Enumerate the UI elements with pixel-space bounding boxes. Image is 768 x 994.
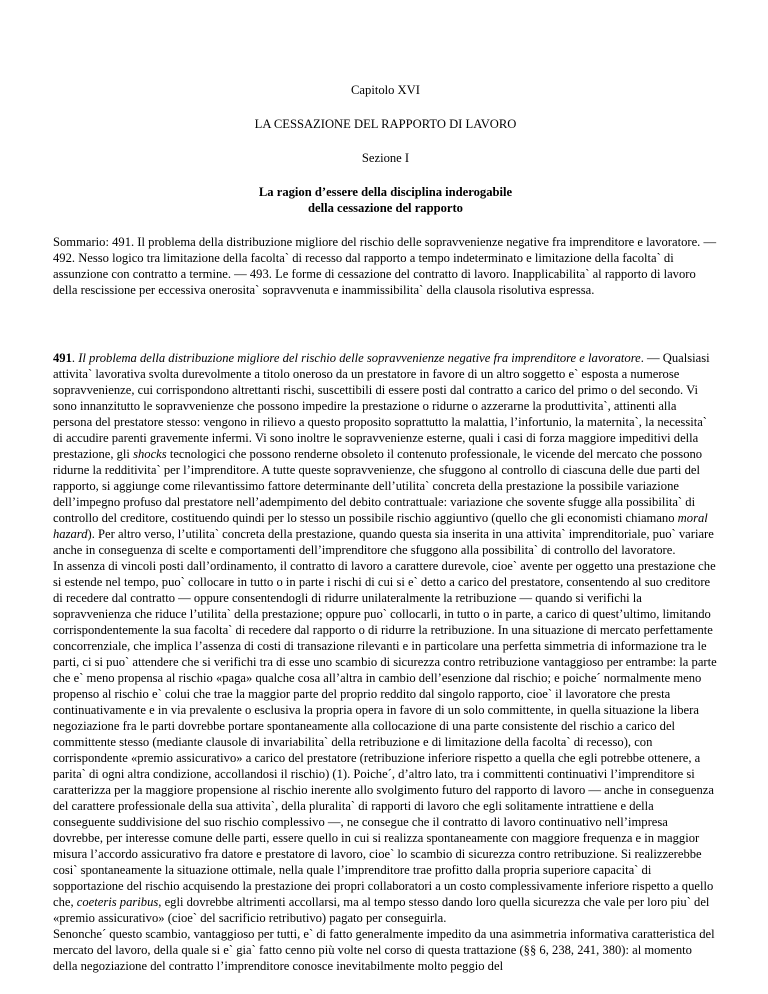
italic-term-moral-hazard: moral hazard	[53, 511, 708, 541]
paragraph-2-tail: , egli dovrebbe altrimenti accollarsi, ma al tempo stesso dando loro quella sicurezza che vale per loro piu` del «premio assicurativo» (cioe` del sacrificio retributivo) pagato per conseguirla.	[53, 895, 710, 925]
document-page	[53, 0, 718, 974]
paragraph-text-2: tecnologici che possono renderne obsoleto il contenuto professionale, le vicende del mercato che possono ridurne la redditivita` per l’imprenditore. A tutte queste sopravvenienze, che sfuggono al controllo di ciascuna delle due parti del rapporto, si aggiunge come rilevantissimo fattore determinante dell’utilita` concreta della prestazione la possibile variazione dell’impegno profuso dal prestatore nell’adempimento del debito contrattuale: variazione che sovente sfugge alla possibilita` di controllo del creditore, costituendo quindi per lo stesso un possibile rischio aggiuntivo (quello che gli economisti chiamano	[53, 447, 703, 525]
paragraph-number-separator: .	[71, 351, 79, 365]
section-heading-line-2: della cessazione del rapporto	[308, 201, 463, 215]
paragraph-number: 491	[53, 351, 72, 365]
italic-term-coeteris-paribus: coeteris paribus	[76, 895, 159, 909]
section-heading	[53, 184, 718, 216]
italic-term-shocks: shocks	[133, 447, 167, 461]
paragraph-2	[53, 558, 718, 926]
paragraph-title: Il problema della distribuzione migliore del rischio delle sopravvenienze negative fra imprenditore e lavoratore	[78, 351, 641, 365]
summary-paragraph: Sommario: 491. Il problema della distribuzione migliore del rischio delle sopravvenienze negative fra imprenditore e lavoratore. — 492. Nesso logico tra limitazione della facolta` di recesso dal rapporto a tempo indeterminato e limitazione della facolta` di assunzione con contratto a termine. — 493. Le forme di cessazione del contratto di lavoro. Inapplicabilita` al rapporto di lavoro della rescissione per eccessiva onerosita` sopravvenuta e inammissibilita` della clausola risolutiva espressa.	[53, 235, 717, 297]
paragraph-2-text: In assenza di vincoli posti dall’ordinamento, il contratto di lavoro a carattere durevole, cioe` avente per oggetto una prestazione che si estende nel tempo, puo` collocare in tutto o in parte i rischi di cui si e` detto a carico del prestatore, consentendo al suo creditore di recedere dal contratto — oppure consentendogli di ridurre unilateralmente la retribuzione — quando si verifichi la sopravvenienza che riduce l’utilita` della prestazione; oppure puo` collocarli, in tutto o in parte, a carico di quest’ultimo, limitando corrispondentemente la sua facolta` di recedere dal rapporto o di ridurre la retribuzione. In una situazione di mercato perfettamente concorrenziale, che implica l’assenza di costi di transazione rilevanti e in particolare una perfetta simmetria di informazione tra le parti, ci si puo` attendere che si verifichi tra di esse uno scambio di sicurezza contro retribuzione vantaggioso per entrambe: la parte che e` meno propensa al rischio «paga» qualche cosa all’altra in cambio dell’esenzione dal rischio; e poiche´ normalmente meno propenso al rischio e` colui che trae la maggior parte del proprio reddito dal singolo rapporto, cioe` il lavoratore che presta continuativamente e in via prevalente o esclusiva la propria opera in favore di un solo committente, in quella situazione la libera negoziazione fra le parti dovrebbe portare spontaneamente alla collocazione di una parte consistente del rischio a carico del committente stesso (mediante clausole di invariabilita` della retribuzione e di limitazione della facolta` di recesso), con corrispondente «premio assicurativo» a carico del prestatore (retribuzione inferiore rispetto a quella che egli potrebbe ottenere, a parita` di ogni altra condizione, accollandosi il rischio) (1). Poiche´, d’altro lato, tra i committenti continuativi l’imprenditore si caratterizza per la maggiore propensione al rischio inerente allo svolgimento futuro del rapporto di lavoro — anche in conseguenza del carattere professionale della sua attivita`, della pluralita` di rapporti di lavoro che egli solitamente intrattiene e della conseguente suddivisione del suo rischio complessivo —, ne consegue che il contratto di lavoro continuativo nell’impresa dovrebbe, per interesse comune delle parti, essere quello in cui si realizza spontaneamente con maggiore frequenza e in maggior misura l’accordo assicurativo fra datore e prestatore di lavoro, cioe` lo scambio di sicurezza contro retribuzione. Si realizzerebbe cosi` spontaneamente la situazione ottimale, nella quale l’imprenditore trae profitto dalla propria superiore capacita` di sopportazione del rischio acquisendo la prestazione dei propri collaboratori a un costo complessivamente inferiore rispetto a quello che,	[53, 559, 717, 909]
body-text	[53, 350, 718, 974]
paragraph-3: Senonche´ questo scambio, vantaggioso per tutti, e` di fatto generalmente impedito da una asimmetria informativa caratteristica del mercato del lavoro, della quale si e` gia` fatto cenno più volte nel corso di questa trattazione (§§ 6, 238, 241, 380): al momento della negoziazione del contratto l’imprenditore conosce inevitabilmente molto peggio del	[53, 927, 715, 973]
paragraph-text-1: . — Qualsiasi attivita` lavorativa svolta durevolmente a titolo oneroso da un prestatore in favore di un altro soggetto e` esposta a numerose sopravvenienze, cui corrispondono altrettanti rischi, suscettibili di essere posti dal contratto a carico del primo o del secondo. Vi sono innanzitutto le sopravvenienze che possono impedire la prestazione o ridurne o azzerarne la produttivita`, attinenti alla persona del prestatore stesso: vengono in rilievo a questo proposito soprattutto la malattia, l’infortunio, la maternita`, la necessita` di accudire parenti gravemente infermi. Vi sono inoltre le sopravvenienze esterne, quali i casi di forza maggiore impeditivi della prestazione, gli	[53, 351, 710, 461]
chapter-label: Capitolo XVI	[351, 83, 420, 97]
paragraph-491	[53, 350, 718, 558]
section-heading-line-1: La ragion d’essere della disciplina inderogabile	[258, 185, 513, 199]
paragraph-text-3: ). Per altro verso, l’utilita` concreta della prestazione, quando questa sia inserita in una attivita` imprenditoriale, puo` variare anche in conseguenza di scelte e comportamenti dell’imprenditore che sfuggono alla possibilita` di controllo del lavoratore.	[53, 527, 714, 557]
chapter-title: LA CESSAZIONE DEL RAPPORTO DI LAVORO	[254, 117, 517, 131]
section-label: Sezione I	[361, 151, 410, 165]
